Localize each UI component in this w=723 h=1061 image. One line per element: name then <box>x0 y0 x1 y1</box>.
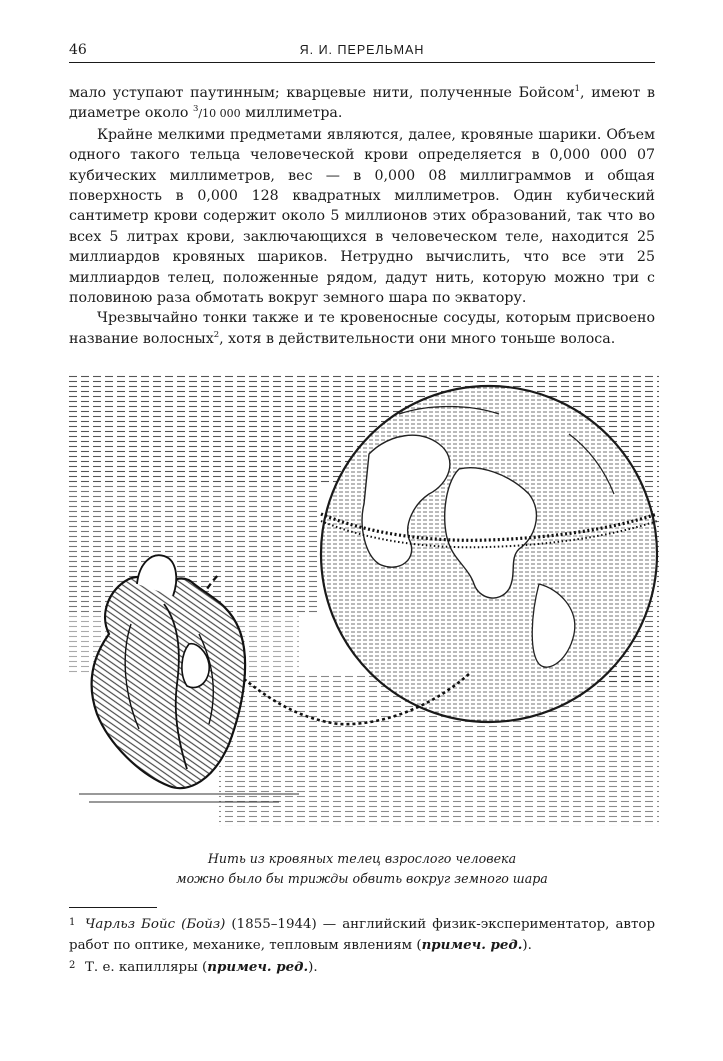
footnote-1-text: (1855–1944) — английский физик-экспериментатор, автор работ по оптике, механике, тепловым явлениям ( <box>69 917 656 953</box>
heart-and-globe-engraving <box>69 374 659 826</box>
footnote-2-note: примеч. ред. <box>207 959 309 975</box>
footnote-1-name: Чарльз Бойс (Бойз) <box>85 917 226 932</box>
fraction-denominator: 10 000 <box>202 107 241 121</box>
fraction: $^3$/10 000 <box>192 104 241 121</box>
paragraph-3 <box>69 308 655 349</box>
footnote-1 <box>69 913 655 956</box>
running-head: Я. И. ПЕРЕЛЬМАН <box>299 43 425 57</box>
paragraph-1-text-c: миллиметра. <box>240 105 343 122</box>
paragraph-1-text-b: , имеют в диаметре около <box>69 85 656 122</box>
paragraph-3-text-b: , хотя в действительности они много тоньше волоса. <box>219 330 616 347</box>
footnote-1-note: примеч. ред. <box>421 937 523 953</box>
footnotes <box>69 913 655 978</box>
paragraph-2: Крайне мелкими предметами являются, далее, кровяные шарики. Объем одного такого тельца человеческой крови определяется в 0,000 000 07 кубических миллиметров, вес — в 0,000 08 миллиграммов и общая поверхность в 0,000 128 квадратных миллиметров. Один кубический сантиметр крови содержит около 5 миллионов этих образований, так что во всех 5 литрах крови, заключающихся в человеческом теле, находится 25 миллиардов кровяных шариков. Нетрудно вычислить, что все эти 25 миллиардов телец, положенные рядом, дадут нить, которую можно три с половиною раза обмотать вокруг земного шара по экватору. <box>69 126 655 307</box>
footnote-2 <box>69 956 655 978</box>
paragraph-3-text-a: Чрезвычайно тонки также и те кровеносные сосуды, которым присвоено название волосных <box>69 310 655 347</box>
figure-caption <box>69 849 655 889</box>
footnote-2-text: Т. е. капилляры ( <box>85 960 208 975</box>
paragraph-1-text-a: мало уступают паутинным; кварцевые нити, полученные Бойсом <box>69 85 575 101</box>
page-number: 46 <box>69 42 87 58</box>
footnote-2-number: 2 <box>69 960 76 971</box>
fraction-numerator: 3 <box>192 104 199 115</box>
body-text <box>69 83 655 349</box>
paragraph-1 <box>69 83 655 125</box>
globe-icon <box>321 386 657 722</box>
engraving-illustration <box>69 374 659 826</box>
caption-line-2: можно было бы трижды обвить вокруг земного шара <box>176 871 548 886</box>
footnote-rule <box>69 907 157 908</box>
footnote-1-number: 1 <box>69 917 76 928</box>
footnote-1-end: ). <box>522 938 532 953</box>
caption-line-1: Нить из кровяных телец взрослого человека <box>207 851 517 866</box>
footnote-2-end: ). <box>308 960 318 975</box>
footnote-ref-2: 2 <box>213 329 220 340</box>
footnote-ref-1: 1 <box>574 84 580 94</box>
page-header <box>69 40 655 63</box>
